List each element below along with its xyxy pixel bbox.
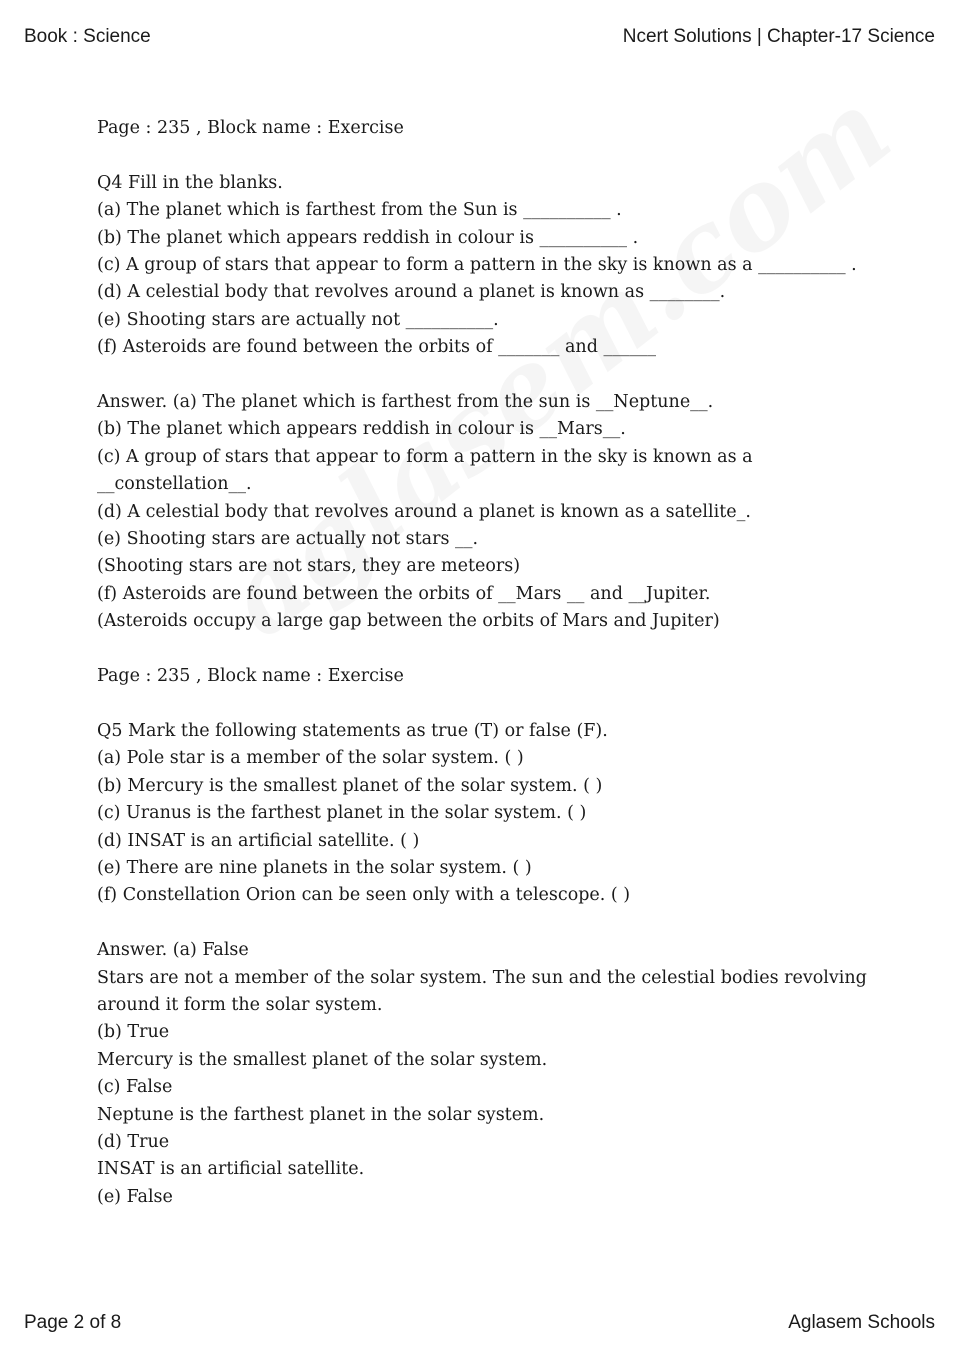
paragraph-spacer (97, 362, 857, 389)
answer-line: (b) True (97, 1022, 170, 1043)
question-item: (e) Shooting stars are actually not __________. (97, 309, 499, 330)
answer-line: (Shooting stars are not stars, they are meteors) (97, 556, 521, 577)
paragraph-spacer (97, 636, 857, 663)
answer-line: Neptune is the farthest planet in the solar system. (97, 1104, 545, 1125)
answer-q4 (97, 389, 857, 636)
question-item: (a) Pole star is a member of the solar system. ( ) (97, 748, 524, 769)
paragraph-spacer (97, 142, 857, 169)
answer-line: INSAT is an artificial satellite. (97, 1159, 365, 1180)
answer-line: Mercury is the smallest planet of the solar system. (97, 1049, 548, 1070)
question-item: (a) The planet which is farthest from the Sun is __________ . (97, 200, 622, 221)
text-line: Page : 235 , Block name : Exercise (97, 666, 404, 687)
question-item: (f) Constellation Orion can be seen only with a telescope. ( ) (97, 885, 631, 906)
question-q5 (97, 718, 857, 910)
answer-line: (e) False (97, 1186, 173, 1207)
question-item: (f) Asteroids are found between the orbits of _______ and ______ (97, 337, 656, 358)
answer-line: (c) A group of stars that appear to form a pattern in the sky is known as a (97, 446, 753, 467)
question-item: (e) There are nine planets in the solar system. ( ) (97, 857, 532, 878)
answer-line: __constellation__. (97, 474, 252, 495)
answer-line: (b) The planet which appears reddish in colour is __Mars__. (97, 419, 626, 440)
answer-line: (Asteroids occupy a large gap between the orbits of Mars and Jupiter) (97, 611, 720, 632)
page-block-label (97, 115, 857, 142)
header-chapter-title: Ncert Solutions | Chapter-17 Science (622, 26, 935, 47)
paragraph-spacer (97, 690, 857, 717)
page-content (97, 115, 867, 1211)
question-item: (c) Uranus is the farthest planet in the solar system. ( ) (97, 803, 587, 824)
answer-line: (f) Asteroids are found between the orbits of __Mars __ and __Jupiter. (97, 583, 711, 604)
question-title: Q4 Fill in the blanks. (97, 172, 283, 193)
answer-line: (c) False (97, 1077, 173, 1098)
answer-line: (d) True (97, 1131, 170, 1152)
answer-line: (e) Shooting stars are actually not stars __. (97, 529, 479, 550)
answer-line: Stars are not a member of the solar system. The sun and the celestial bodies revolving (97, 967, 867, 988)
paragraph-spacer (97, 910, 857, 937)
answer-line: (d) A celestial body that revolves around a planet is known as a satellite_. (97, 501, 751, 522)
question-item: (b) Mercury is the smallest planet of the solar system. ( ) (97, 775, 603, 796)
answer-line: Answer. (a) The planet which is farthest from the sun is __Neptune__. (97, 392, 714, 413)
header-book-title: Book : Science (24, 26, 151, 47)
question-item: (d) A celestial body that revolves around a planet is known as ________. (97, 282, 726, 303)
footer-page-number: Page 2 of 8 (24, 1312, 122, 1333)
question-item: (d) INSAT is an artificial satellite. ( ) (97, 830, 420, 851)
question-item: (b) The planet which appears reddish in colour is __________ . (97, 227, 639, 248)
answer-line: around it form the solar system. (97, 994, 383, 1015)
question-item: (c) A group of stars that appear to form a pattern in the sky is known as a __________ . (97, 255, 857, 276)
page-block-label (97, 663, 857, 690)
question-title: Q5 Mark the following statements as true (T) or false (F). (97, 720, 608, 741)
question-q4 (97, 170, 857, 362)
answer-q5 (97, 937, 867, 1211)
answer-line: Answer. (a) False (97, 940, 249, 961)
text-line: Page : 235 , Block name : Exercise (97, 118, 404, 138)
footer-publisher: Aglasem Schools (788, 1312, 935, 1333)
